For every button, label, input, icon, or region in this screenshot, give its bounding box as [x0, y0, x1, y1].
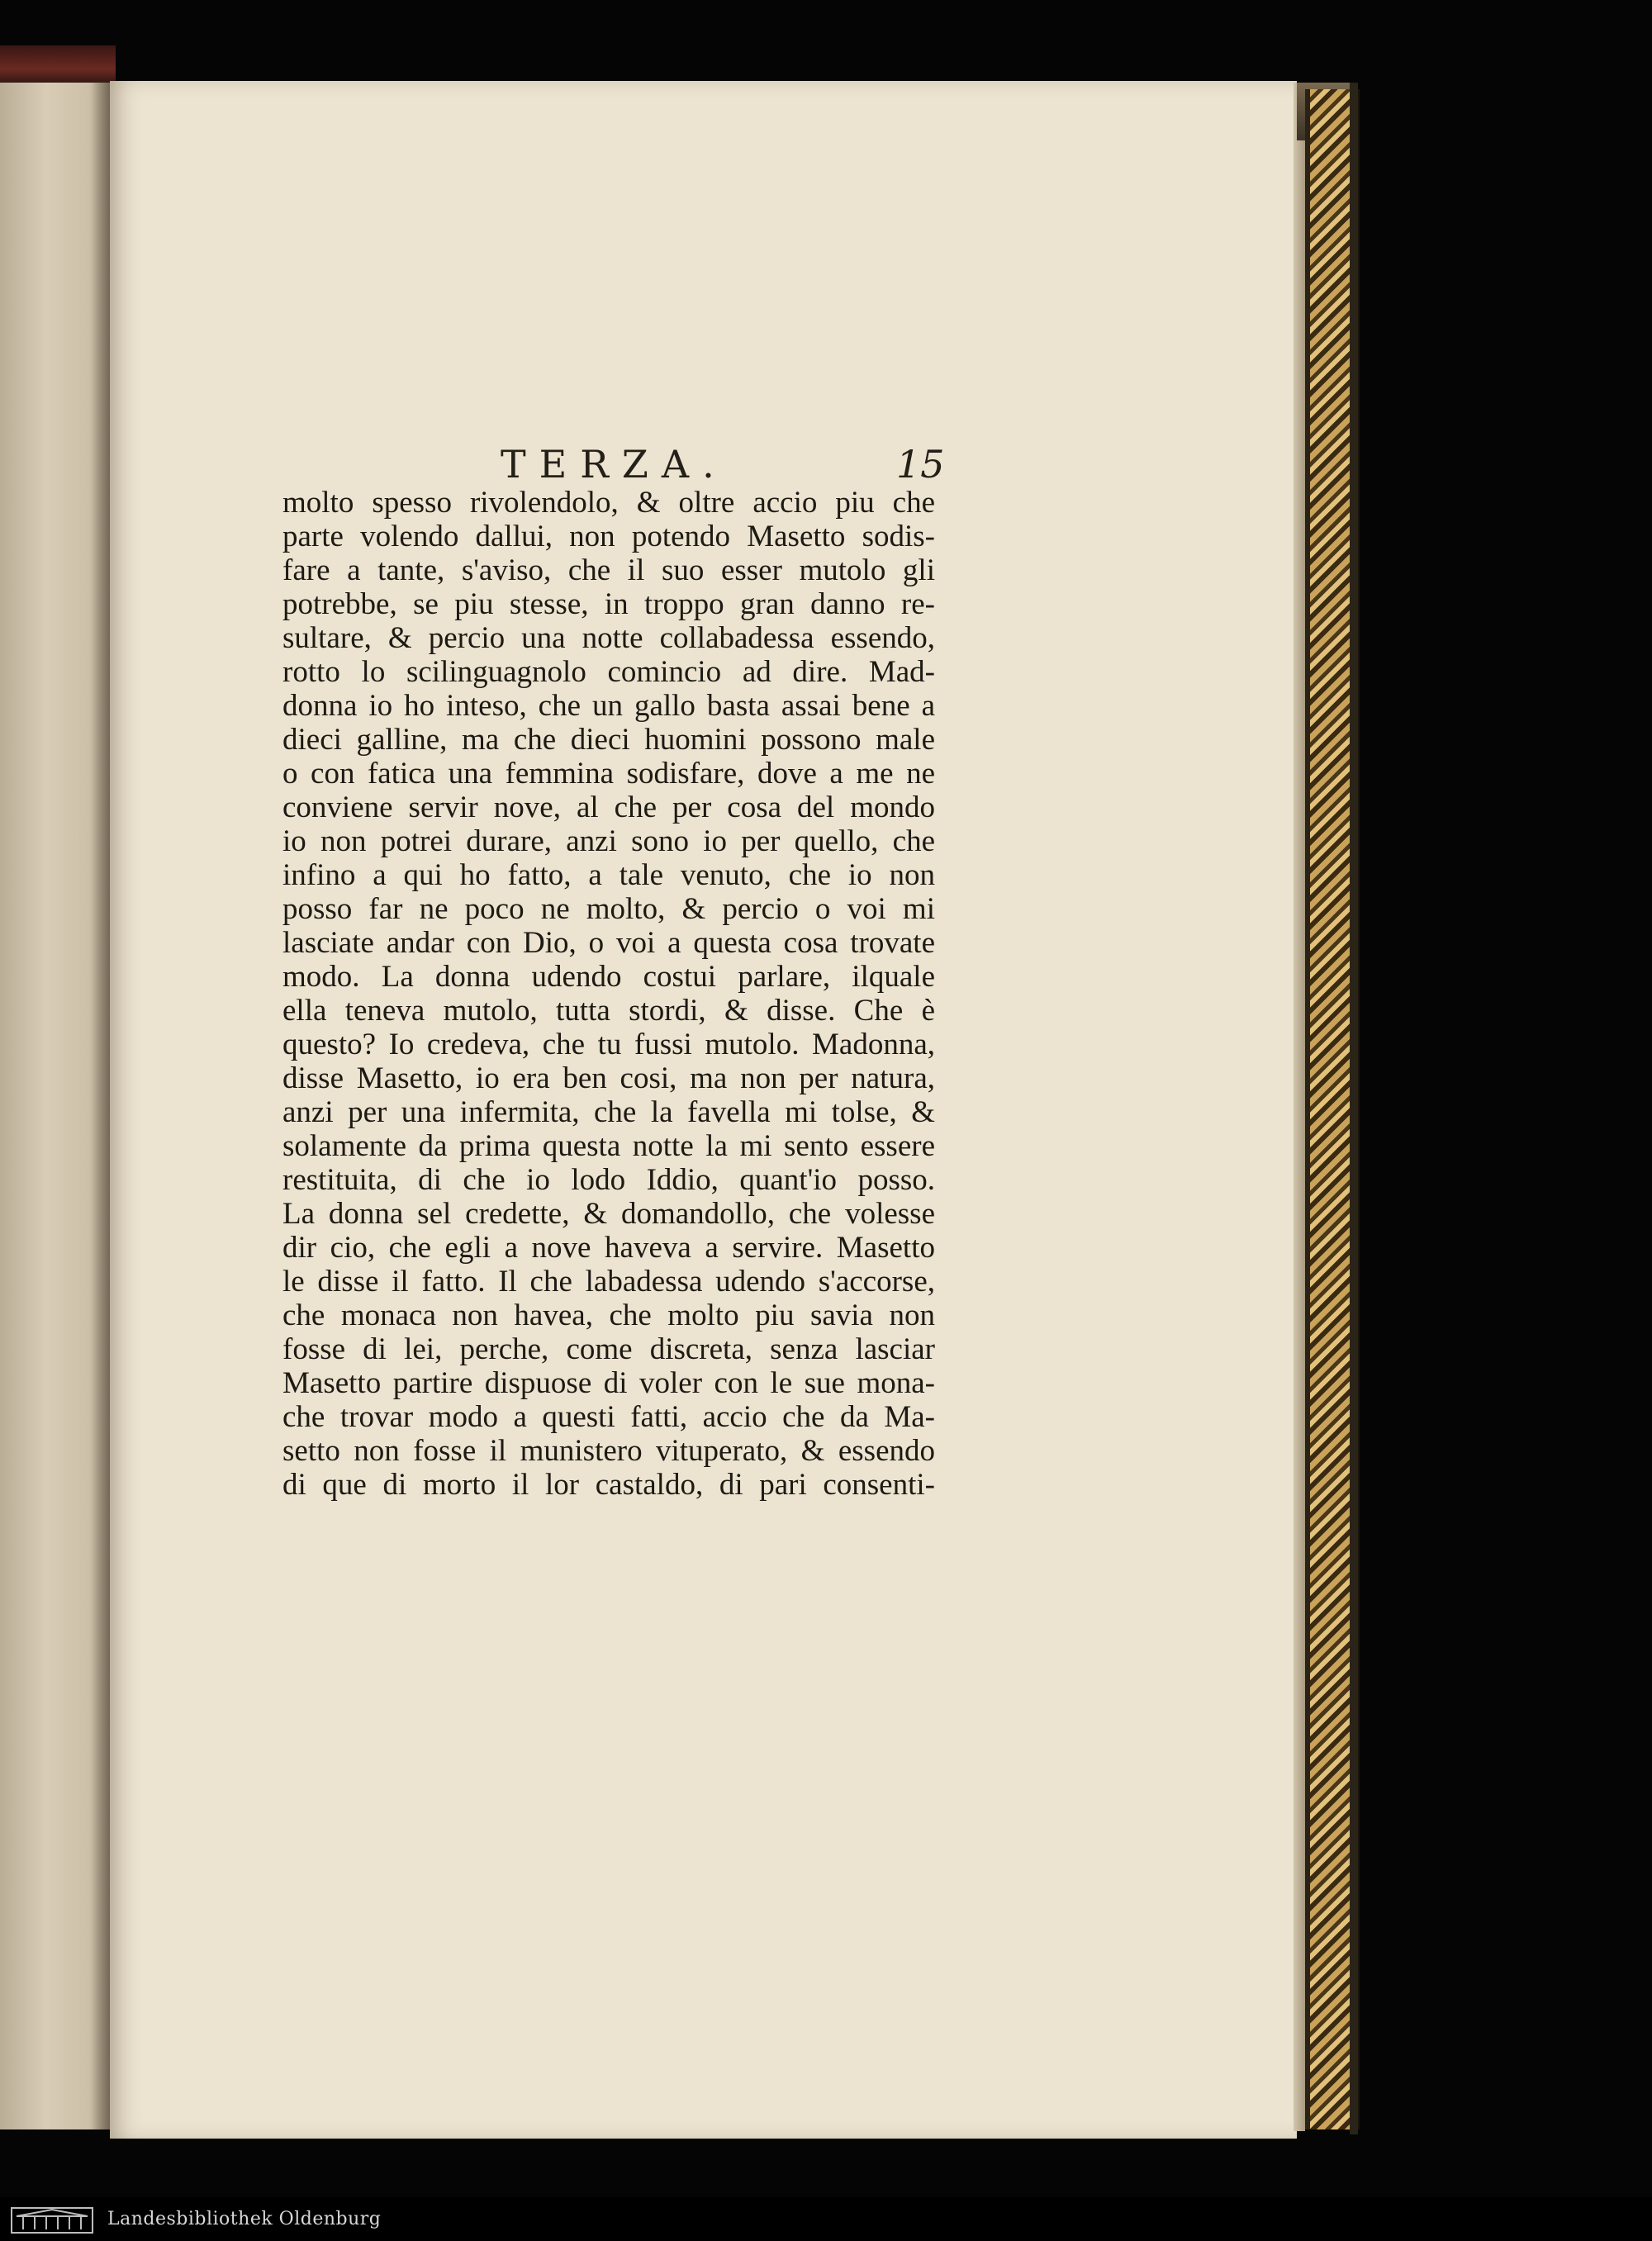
page-fore-edge: [1294, 83, 1305, 2131]
text-line: o con fatica una femmina sodisfare, dove a me ne: [282, 757, 935, 791]
text-line: io non potrei durare, anzi sono io per quello, che: [282, 824, 935, 858]
text-line: di que di morto il lor castaldo, di pari consenti-: [282, 1468, 935, 1502]
text-line: lasciate andar con Dio, o voi a questa cosa trovate: [282, 926, 935, 960]
library-building-logo-icon: [10, 2205, 94, 2234]
text-line: che trovar modo a questi fatti, accio che da Ma-: [282, 1400, 935, 1434]
text-line: parte volendo dallui, non potendo Masetto sodis-: [282, 520, 935, 553]
text-line: modo. La donna udendo costui parlare, ilquale: [282, 960, 935, 994]
text-line: ella teneva mutolo, tutta stordi, & disse. Che è: [282, 994, 935, 1028]
running-head: TERZA.: [501, 442, 728, 487]
text-line: questo? Io credeva, che tu fussi mutolo. Madonna,: [282, 1028, 935, 1061]
text-line: donna io ho inteso, che un gallo basta assai bene a: [282, 689, 935, 723]
text-line: conviene servir nove, al che per cosa del mondo: [282, 791, 935, 824]
text-line: restituita, di che io lodo Iddio, quant'io posso.: [282, 1163, 935, 1197]
text-line: infino a qui ho fatto, a tale venuto, che io non: [282, 858, 935, 892]
text-line: che monaca non havea, che molto piu savia non: [282, 1299, 935, 1332]
text-line: sultare, & percio una notte collabadessa essendo,: [282, 621, 935, 655]
text-line: potrebbe, se piu stesse, in troppo gran danno re-: [282, 587, 935, 621]
text-line: dieci galline, ma che dieci huomini possono male: [282, 723, 935, 757]
text-line: Masetto partire dispuose di voler con le sue mona-: [282, 1366, 935, 1400]
text-line: le disse il fatto. Il che labadessa udendo s'accorse,: [282, 1265, 935, 1299]
text-line: molto spesso rivolendolo, & oltre accio piu che: [282, 486, 935, 520]
text-line: disse Masetto, io era ben cosi, ma non per natura,: [282, 1061, 935, 1095]
text-line: dir cio, che egli a nove haveva a servire. Masetto: [282, 1231, 935, 1265]
text-line: posso far ne poco ne molto, & percio o voi mi: [282, 892, 935, 926]
text-line: fosse di lei, perche, come discreta, senza lasciar: [282, 1332, 935, 1366]
text-line: rotto lo scilinguagnolo comincio ad dire. Mad-: [282, 655, 935, 689]
page-number: 15: [896, 442, 945, 487]
binding-top: [0, 45, 116, 85]
library-name: Landesbibliothek Oldenburg: [107, 2209, 382, 2229]
text-line: fare a tante, s'aviso, che il suo esser mutolo gli: [282, 553, 935, 587]
text-block: [282, 486, 935, 1502]
text-line: solamente da prima questa notte la mi sento essere: [282, 1129, 935, 1163]
text-line: La donna sel credette, & domandollo, che volesse: [282, 1197, 935, 1231]
cover-edge: [1350, 83, 1358, 2134]
text-line: anzi per una infermita, che la favella mi tolse, &: [282, 1095, 935, 1129]
text-line: setto non fosse il munistero vituperato, & essendo: [282, 1434, 935, 1468]
